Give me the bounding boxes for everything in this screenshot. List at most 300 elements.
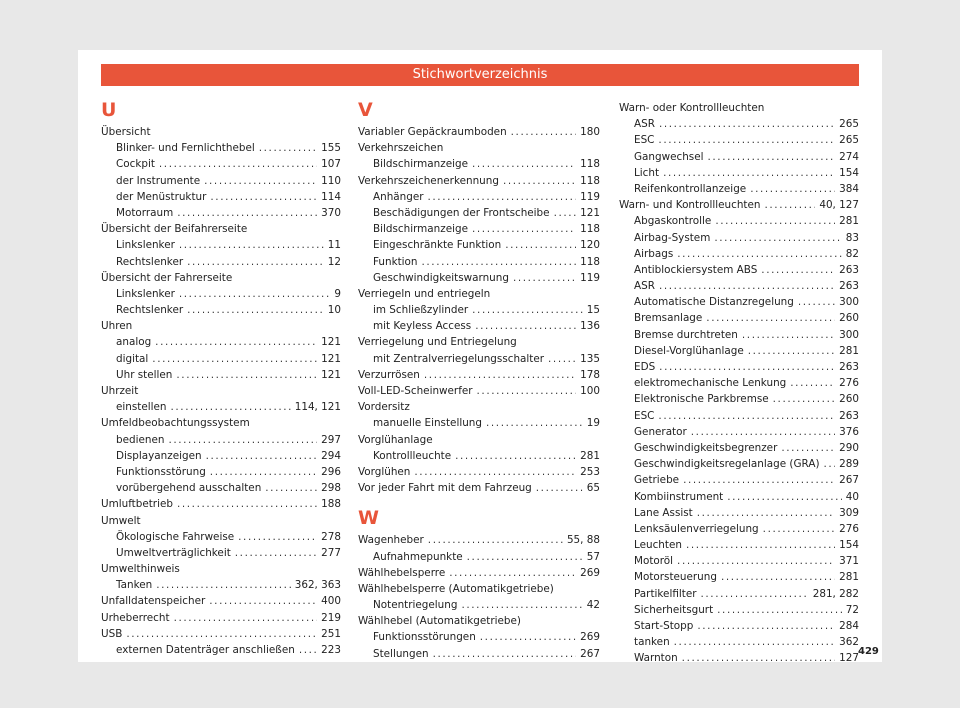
dot-leader bbox=[707, 149, 835, 165]
index-entry-label: Rechtslenker bbox=[116, 304, 184, 317]
index-entry bbox=[619, 197, 859, 213]
dot-leader bbox=[742, 327, 835, 343]
index-entry bbox=[101, 464, 341, 480]
dot-leader bbox=[472, 221, 576, 237]
dot-leader bbox=[824, 456, 836, 472]
dot-leader bbox=[548, 351, 576, 367]
dot-leader bbox=[461, 597, 582, 613]
page-number: 429 bbox=[858, 646, 879, 657]
index-heading: Wählhebel (Automatikgetriebe) bbox=[358, 615, 521, 628]
index-entry bbox=[101, 367, 341, 383]
index-entry-page: 400 bbox=[321, 595, 341, 608]
index-heading: Vordersitz bbox=[358, 401, 410, 414]
index-entry-label: der Menüstruktur bbox=[116, 190, 207, 203]
index-entry-label: Airbag-System bbox=[634, 231, 711, 244]
index-entry-label: einstellen bbox=[116, 401, 167, 414]
index-entry-label: bedienen bbox=[116, 433, 165, 446]
dot-leader bbox=[176, 367, 317, 383]
index-heading: Vorglühanlage bbox=[358, 433, 433, 446]
index-entry-page: 278 bbox=[321, 530, 341, 543]
index-entry-label: vorübergehend ausschalten bbox=[116, 482, 262, 495]
dot-leader bbox=[706, 310, 835, 326]
index-entry-label: Bremsanlage bbox=[634, 312, 703, 325]
dot-leader bbox=[513, 270, 576, 286]
index-entry bbox=[101, 254, 341, 270]
index-entry bbox=[619, 149, 859, 165]
index-entry-label: Displayanzeigen bbox=[116, 449, 202, 462]
index-heading: Übersicht der Beifahrerseite bbox=[101, 223, 248, 236]
index-entry-label: Funktionsstörung bbox=[116, 465, 206, 478]
index-entry-label: mit Keyless Access bbox=[373, 320, 472, 333]
index-entry-label: Lenksäulenverriegelung bbox=[634, 522, 759, 535]
dot-leader bbox=[259, 140, 317, 156]
index-entry bbox=[619, 230, 859, 246]
index-entry-label: Variabler Gepäckraumboden bbox=[358, 126, 507, 138]
index-heading: Verriegeln und entriegeln bbox=[358, 287, 491, 300]
index-entry-page: 253 bbox=[580, 465, 600, 478]
index-entry-page: 121 bbox=[580, 206, 600, 219]
dot-leader bbox=[677, 553, 835, 569]
dot-leader bbox=[536, 480, 583, 496]
dot-leader bbox=[238, 529, 317, 545]
index-entry bbox=[101, 302, 341, 318]
index-entry-label: Geschwindigkeitsbegrenzer bbox=[634, 441, 778, 454]
dot-leader bbox=[210, 464, 317, 480]
index-entry-page: 309 bbox=[839, 506, 859, 519]
index-entry-page: 118 bbox=[580, 174, 600, 187]
dot-leader bbox=[727, 489, 842, 505]
dot-leader bbox=[422, 254, 577, 270]
index-entry-label: Urheberrecht bbox=[101, 611, 170, 624]
index-entry-label: ESC bbox=[634, 409, 655, 422]
dot-leader bbox=[235, 545, 317, 561]
dot-leader bbox=[159, 156, 317, 172]
index-entry bbox=[619, 262, 859, 278]
index-entry-label: Warn- und Kontrollleuchten bbox=[619, 199, 761, 212]
index-entry-page: 223 bbox=[321, 644, 341, 656]
dot-leader bbox=[475, 318, 576, 334]
index-entry bbox=[619, 294, 859, 310]
index-entry-label: Linkslenker bbox=[116, 287, 175, 300]
index-entry bbox=[101, 529, 341, 545]
index-entry bbox=[619, 505, 859, 521]
index-entry-page: 276 bbox=[839, 522, 859, 535]
index-entry bbox=[358, 532, 600, 548]
dot-leader bbox=[177, 496, 317, 512]
index-entry-label: Umluftbetrieb bbox=[101, 498, 173, 511]
index-entry-label: Sicherheitsgurt bbox=[634, 603, 714, 616]
index-entry-label: Bildschirmanzeige bbox=[373, 158, 468, 171]
index-entry bbox=[358, 646, 600, 662]
index-entry-page: 371 bbox=[839, 555, 859, 568]
dot-leader bbox=[486, 415, 583, 431]
dot-leader bbox=[781, 440, 835, 456]
dot-leader bbox=[697, 618, 835, 634]
page-header: Stichwortverzeichnis bbox=[101, 64, 859, 86]
index-entry-label: Aufnahmepunkte bbox=[373, 550, 463, 563]
index-entry-label: ESC bbox=[634, 134, 655, 147]
index-entry-label: Verzurrösen bbox=[358, 368, 420, 381]
dot-leader bbox=[424, 367, 576, 383]
index-entry bbox=[101, 173, 341, 189]
dot-leader bbox=[449, 565, 576, 581]
index-entry bbox=[358, 367, 600, 383]
index-entry bbox=[101, 286, 341, 302]
index-entry-page: 65 bbox=[586, 482, 600, 495]
index-entry-page: 114, 121 bbox=[294, 401, 341, 414]
index-entry-page: 281 bbox=[839, 215, 859, 228]
index-entry-page: 376 bbox=[839, 425, 859, 438]
index-entry-page: 154 bbox=[839, 539, 859, 552]
index-entry bbox=[619, 246, 859, 262]
index-entry bbox=[358, 415, 600, 431]
index-entry-page: 296 bbox=[321, 465, 341, 478]
index-entry bbox=[358, 480, 600, 496]
index-entry-page: 188 bbox=[321, 498, 341, 511]
index-entry-page: 362 bbox=[839, 636, 859, 649]
index-entry-label: USB bbox=[101, 627, 123, 640]
index-entry-label: im Schließzylinder bbox=[373, 304, 469, 317]
section-letter-w: W bbox=[358, 507, 379, 530]
index-entry-page: 57 bbox=[586, 550, 600, 563]
index-entry-label: ASR bbox=[634, 118, 655, 131]
index-entry bbox=[619, 650, 859, 666]
index-entry bbox=[101, 496, 341, 512]
dot-leader bbox=[156, 577, 291, 593]
index-entry-label: digital bbox=[116, 352, 149, 365]
index-entry bbox=[358, 597, 600, 613]
index-entry bbox=[619, 310, 859, 326]
dot-leader bbox=[505, 237, 576, 253]
index-entry bbox=[101, 642, 341, 658]
dot-leader bbox=[659, 278, 835, 294]
index-entry bbox=[101, 626, 341, 642]
index-entry bbox=[358, 629, 600, 645]
index-entry-page: 100 bbox=[580, 385, 600, 397]
index-entry-page: 83 bbox=[845, 231, 859, 244]
index-heading: Umwelthinweis bbox=[101, 563, 180, 576]
index-entry bbox=[101, 189, 341, 205]
dot-leader bbox=[511, 124, 577, 140]
index-entry-page: 121 bbox=[321, 336, 341, 349]
index-entry bbox=[358, 549, 600, 565]
index-entry-label: Bremse durchtreten bbox=[634, 328, 738, 341]
index-entry bbox=[101, 610, 341, 626]
dot-leader bbox=[179, 237, 324, 253]
index-entry-page: 119 bbox=[580, 271, 600, 284]
index-entry bbox=[358, 189, 600, 205]
index-entry-page: 290 bbox=[839, 441, 859, 454]
dot-leader bbox=[714, 230, 841, 246]
index-entry-page: 120 bbox=[580, 239, 600, 252]
index-entry-page: 40 bbox=[845, 490, 859, 503]
index-entry bbox=[358, 302, 600, 318]
index-entry-label: tanken bbox=[634, 636, 670, 649]
index-column-2 bbox=[358, 98, 600, 662]
dot-leader bbox=[764, 197, 815, 213]
index-entry-label: Automatische Distanzregelung bbox=[634, 296, 794, 309]
index-entry-label: Voll-LED-Scheinwerfer bbox=[358, 385, 473, 397]
index-entry-page: 263 bbox=[839, 263, 859, 276]
index-heading: Übersicht bbox=[101, 126, 151, 138]
index-entry bbox=[619, 213, 859, 229]
index-entry bbox=[358, 237, 600, 253]
dot-leader bbox=[701, 586, 809, 602]
index-entry-page: 178 bbox=[580, 368, 600, 381]
index-entry-page: 19 bbox=[586, 417, 600, 430]
index-entry-page: 300 bbox=[839, 328, 859, 341]
index-entry-page: 42 bbox=[586, 599, 600, 612]
index-entry-page: 260 bbox=[839, 393, 859, 406]
index-entry-label: Kontrollleuchte bbox=[373, 449, 452, 462]
index-entry bbox=[101, 593, 341, 609]
dot-leader bbox=[204, 173, 317, 189]
index-heading: Wählhebelsperre (Automatikgetriebe) bbox=[358, 582, 554, 595]
index-entry-page: 362, 363 bbox=[294, 579, 341, 592]
index-entry-page: 260 bbox=[839, 312, 859, 325]
index-entry-label: Abgaskontrolle bbox=[634, 215, 712, 228]
index-entry bbox=[619, 343, 859, 359]
index-entry-page: 9 bbox=[334, 287, 341, 300]
index-entry bbox=[101, 545, 341, 561]
index-entry-page: 263 bbox=[839, 280, 859, 293]
index-entry bbox=[619, 359, 859, 375]
index-entry bbox=[358, 318, 600, 334]
index-entry-page: 12 bbox=[327, 255, 341, 268]
dot-leader bbox=[682, 650, 835, 666]
dot-leader bbox=[773, 391, 836, 407]
index-entry bbox=[619, 553, 859, 569]
index-entry-page: 297 bbox=[321, 433, 341, 446]
index-entry bbox=[358, 383, 600, 399]
index-entry-page: 284 bbox=[839, 620, 859, 632]
index-entry-label: ASR bbox=[634, 280, 655, 293]
index-entry-page: 82 bbox=[845, 247, 859, 260]
index-entry-label: elektromechanische Lenkung bbox=[634, 377, 787, 390]
dot-leader bbox=[210, 189, 317, 205]
dot-leader bbox=[179, 286, 331, 302]
index-entry-page: 267 bbox=[839, 474, 859, 487]
index-entry-label: Stellungen bbox=[373, 647, 429, 660]
index-entry bbox=[619, 165, 859, 181]
index-entry-label: Vorglühen bbox=[358, 465, 411, 478]
index-entry-page: 265 bbox=[839, 134, 859, 147]
index-entry-label: Verkehrszeichenerkennung bbox=[358, 174, 499, 187]
dot-leader bbox=[480, 629, 576, 645]
index-entry-label: Linkslenker bbox=[116, 239, 175, 252]
dot-leader bbox=[663, 165, 835, 181]
index-entry-label: Blinker- und Fernlichthebel bbox=[116, 142, 255, 155]
dot-leader bbox=[503, 173, 576, 189]
index-entry bbox=[358, 448, 600, 464]
dot-leader bbox=[455, 448, 576, 464]
dot-leader bbox=[126, 626, 317, 642]
index-entry-label: Generator bbox=[634, 425, 687, 438]
dot-leader bbox=[763, 521, 835, 537]
dot-leader bbox=[798, 294, 835, 310]
index-entry bbox=[358, 270, 600, 286]
dot-leader bbox=[209, 593, 317, 609]
index-entry bbox=[358, 221, 600, 237]
index-entry-page: 107 bbox=[321, 158, 341, 171]
index-entry-label: Umweltverträglichkeit bbox=[116, 546, 231, 559]
dot-leader bbox=[750, 181, 835, 197]
index-entry-page: 119 bbox=[580, 190, 600, 203]
index-entry-label: Motoröl bbox=[634, 555, 674, 568]
dot-leader bbox=[168, 432, 317, 448]
index-entry bbox=[358, 254, 600, 270]
index-entry-page: 127 bbox=[839, 652, 859, 665]
index-entry-label: Vor jeder Fahrt mit dem Fahrzeug bbox=[358, 482, 532, 495]
dot-leader bbox=[174, 610, 318, 626]
index-entry-label: mit Zentralverriegelungsschalter bbox=[373, 352, 545, 365]
index-heading: Uhren bbox=[101, 320, 133, 333]
index-entry-page: 121 bbox=[321, 352, 341, 365]
index-entry-label: Warnton bbox=[634, 652, 678, 665]
index-entry bbox=[101, 351, 341, 367]
dot-leader bbox=[467, 549, 583, 565]
index-entry-page: 114 bbox=[321, 190, 341, 203]
index-entry bbox=[101, 448, 341, 464]
index-entry bbox=[619, 537, 859, 553]
index-entry-label: Gangwechsel bbox=[634, 150, 704, 163]
index-entry bbox=[358, 156, 600, 172]
dot-leader bbox=[428, 532, 563, 548]
index-entry bbox=[619, 327, 859, 343]
index-entry-label: Rechtslenker bbox=[116, 255, 184, 268]
index-entry-label: Kombiinstrument bbox=[634, 490, 724, 503]
index-entry-label: Uhr stellen bbox=[116, 368, 173, 381]
index-entry bbox=[619, 116, 859, 132]
index-entry-label: Notentriegelung bbox=[373, 599, 458, 612]
index-entry-page: 269 bbox=[580, 566, 600, 579]
index-entry bbox=[619, 132, 859, 148]
index-entry-label: Beschädigungen der Frontscheibe bbox=[373, 206, 550, 219]
dot-leader bbox=[477, 383, 577, 399]
index-entry bbox=[101, 432, 341, 448]
dot-leader bbox=[686, 537, 835, 553]
index-entry-page: 265 bbox=[839, 118, 859, 131]
index-entry-page: 118 bbox=[580, 255, 600, 268]
dot-leader bbox=[433, 646, 577, 662]
index-entry-page: 281 bbox=[580, 449, 600, 462]
index-entry bbox=[101, 205, 341, 221]
index-entry-page: 135 bbox=[580, 352, 600, 365]
index-entry-label: Lane Assist bbox=[634, 506, 693, 519]
index-heading: Uhrzeit bbox=[101, 385, 139, 397]
index-entry-page: 263 bbox=[839, 409, 859, 422]
index-entry-label: Anhänger bbox=[373, 190, 424, 203]
index-entry bbox=[619, 375, 859, 391]
index-entry-label: Eingeschränkte Funktion bbox=[373, 239, 502, 252]
index-entry-page: 121 bbox=[321, 368, 341, 381]
index-entry bbox=[619, 424, 859, 440]
index-entry bbox=[358, 124, 600, 140]
index-entry bbox=[619, 456, 859, 472]
index-entry bbox=[101, 140, 341, 156]
index-entry-label: Unfalldatenspeicher bbox=[101, 595, 206, 608]
index-entry-label: Wagenheber bbox=[358, 534, 424, 547]
dot-leader bbox=[721, 569, 835, 585]
index-entry-page: 298 bbox=[321, 482, 341, 495]
index-entry-label: der Instrumente bbox=[116, 174, 201, 187]
dot-leader bbox=[554, 205, 577, 221]
index-entry bbox=[101, 156, 341, 172]
dot-leader bbox=[677, 246, 842, 262]
index-column-3 bbox=[619, 100, 859, 667]
section-letter-v: V bbox=[358, 99, 373, 121]
dot-leader bbox=[187, 254, 324, 270]
index-entry-page: 118 bbox=[580, 158, 600, 171]
dot-leader bbox=[790, 375, 835, 391]
dot-leader bbox=[717, 602, 842, 618]
index-entry-page: 384 bbox=[839, 182, 859, 195]
index-entry-label: Airbags bbox=[634, 247, 674, 260]
index-heading: Warn- oder Kontrollleuchten bbox=[619, 102, 765, 114]
section-letter-u: U bbox=[101, 99, 117, 121]
index-entry-page: 72 bbox=[845, 603, 859, 616]
dot-leader bbox=[658, 408, 835, 424]
dot-leader bbox=[299, 642, 317, 658]
index-entry-page: 294 bbox=[321, 449, 341, 462]
index-entry bbox=[619, 391, 859, 407]
index-entry-label: Wählhebelsperre bbox=[358, 566, 446, 579]
dot-leader bbox=[187, 302, 324, 318]
index-entry bbox=[101, 334, 341, 350]
index-entry-label: Start-Stopp bbox=[634, 620, 694, 632]
dot-leader bbox=[265, 480, 317, 496]
index-entry-page: 281, 282 bbox=[812, 587, 859, 600]
index-entry-label: Motorsteuerung bbox=[634, 571, 717, 584]
dot-leader bbox=[659, 359, 835, 375]
index-entry-label: analog bbox=[116, 336, 152, 349]
index-entry bbox=[358, 205, 600, 221]
index-entry-page: 263 bbox=[839, 361, 859, 373]
index-entry-page: 267 bbox=[580, 647, 600, 660]
index-entry-page: 136 bbox=[580, 320, 600, 333]
dot-leader bbox=[748, 343, 835, 359]
index-entry bbox=[619, 408, 859, 424]
index-entry bbox=[619, 634, 859, 650]
index-entry-label: Geschwindigkeitswarnung bbox=[373, 271, 509, 284]
dot-leader bbox=[171, 399, 291, 415]
dot-leader bbox=[177, 205, 317, 221]
index-entry-label: externen Datenträger anschließen bbox=[116, 644, 295, 656]
index-entry bbox=[619, 181, 859, 197]
index-heading: Verkehrszeichen bbox=[358, 142, 444, 155]
index-entry-label: Bildschirmanzeige bbox=[373, 223, 468, 236]
index-entry-label: Diesel-Vorglühanlage bbox=[634, 344, 744, 357]
index-entry bbox=[358, 351, 600, 367]
index-entry-page: 110 bbox=[321, 174, 341, 187]
index-entry bbox=[358, 464, 600, 480]
dot-leader bbox=[659, 116, 835, 132]
index-heading: Verriegelung und Entriegelung bbox=[358, 336, 517, 349]
index-entry-label: Geschwindigkeitsregelanlage (GRA) bbox=[634, 458, 820, 471]
index-entry bbox=[619, 521, 859, 537]
index-entry-page: 219 bbox=[321, 611, 341, 624]
index-entry-page: 370 bbox=[321, 206, 341, 219]
index-entry-page: 11 bbox=[327, 239, 341, 252]
index-entry-label: Getriebe bbox=[634, 474, 680, 487]
index-heading: Umwelt bbox=[101, 514, 141, 527]
index-entry bbox=[101, 237, 341, 253]
index-entry-label: Leuchten bbox=[634, 539, 682, 552]
index-entry-label: Ökologische Fahrweise bbox=[116, 530, 235, 543]
index-entry-label: manuelle Einstellung bbox=[373, 417, 482, 430]
index-entry-page: 281 bbox=[839, 571, 859, 584]
index-entry-page: 155 bbox=[321, 142, 341, 155]
